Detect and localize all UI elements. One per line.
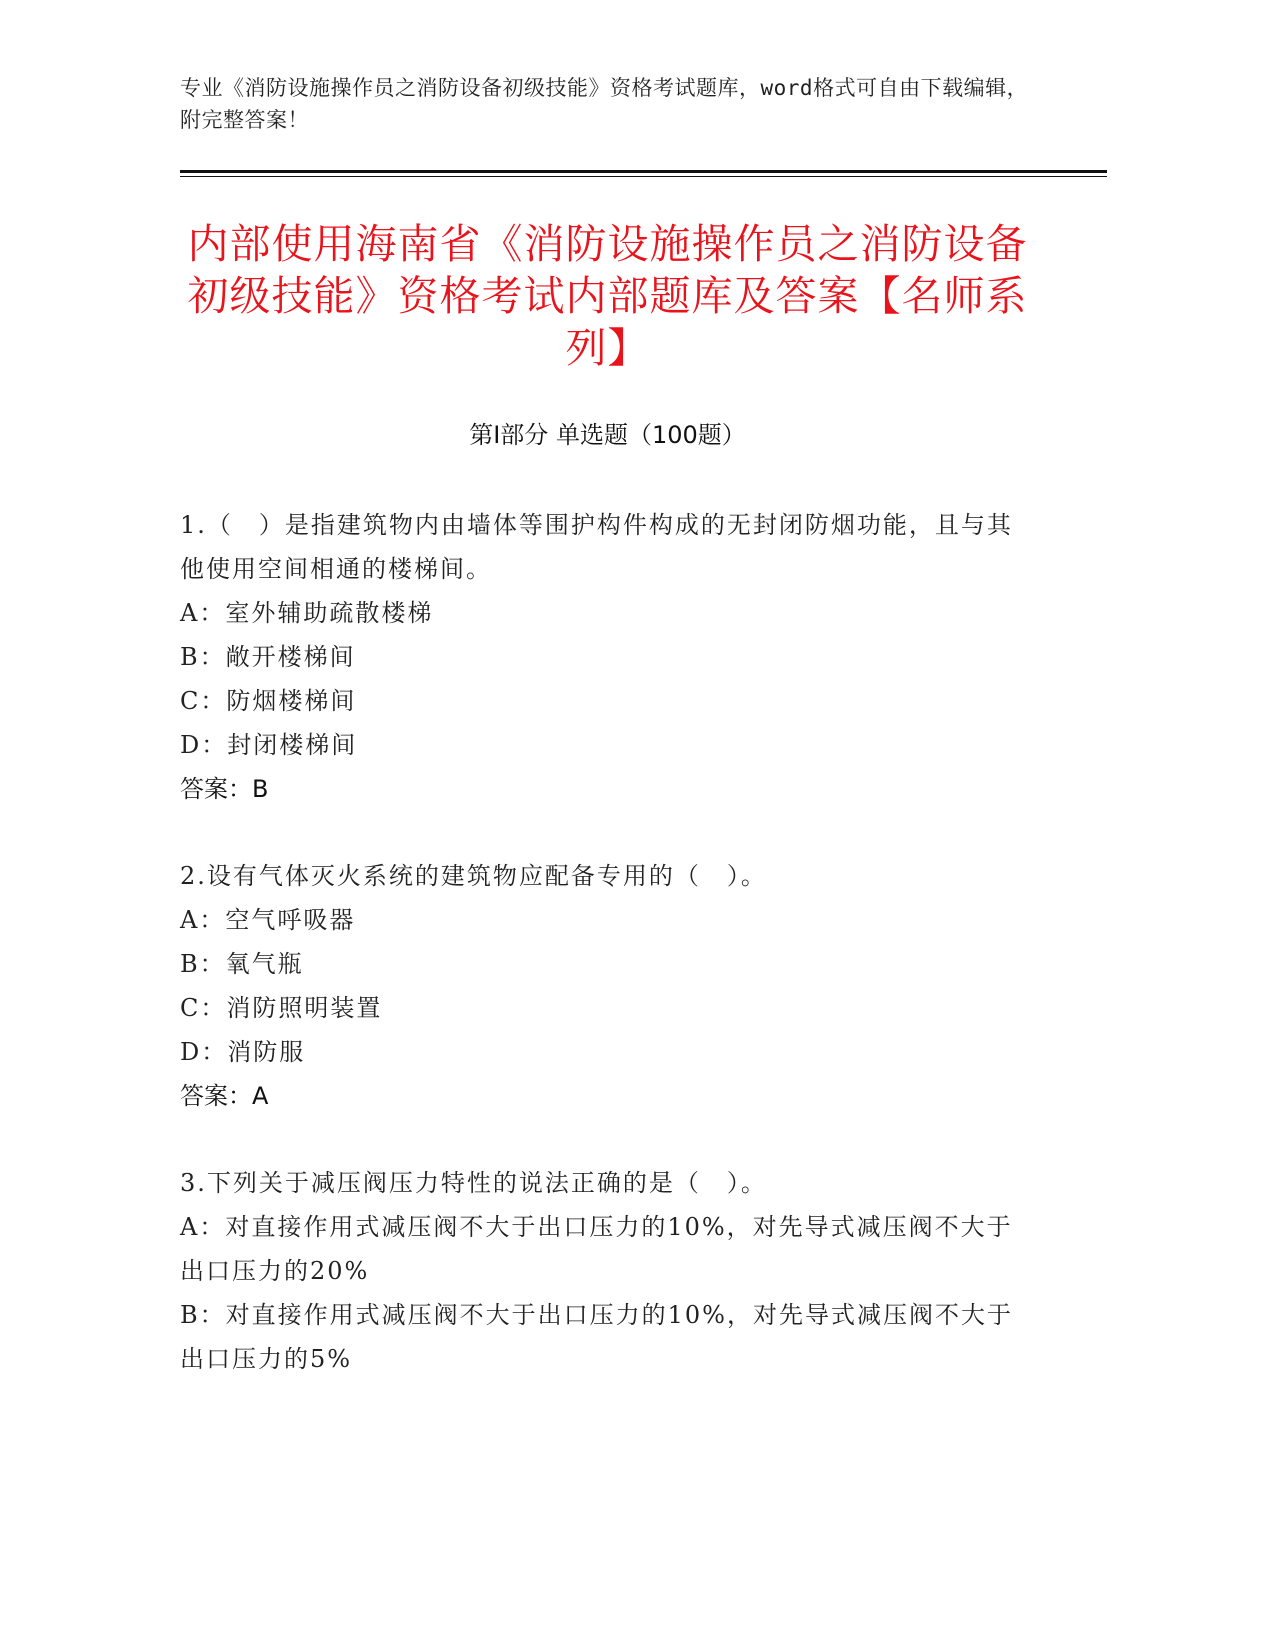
option-c: C：防烟楼梯间	[180, 687, 357, 715]
answer-label: 答案：B	[180, 775, 269, 803]
option-a: A：室外辅助疏散楼梯	[180, 599, 434, 627]
document-title: 内部使用海南省《消防设施操作员之消防设备初级技能》资格考试内部题库及答案【名师系列】	[187, 220, 1028, 372]
option-a: A：对直接作用式减压阀不大于出口压力的10%，对先导式减压阀不大于出口压力的20%	[180, 1213, 1013, 1285]
question-stem: 2.设有气体灭火系统的建筑物应配备专用的（ ）。	[180, 862, 767, 890]
option-b: B：氧气瓶	[180, 950, 304, 978]
header-note: 专业《消防设施操作员之消防设备初级技能》资格考试题库，word格式可自由下载编辑，附完整答案！	[180, 76, 1029, 132]
section-title: 第Ⅰ部分 单选题（100题）	[469, 421, 746, 449]
option-d: D：封闭楼梯间	[180, 731, 358, 759]
answer-label: 答案：A	[180, 1082, 269, 1110]
question-stem: 1.（ ）是指建筑物内由墙体等围护构件构成的无封闭防烟功能，且与其他使用空间相通的楼梯间。	[180, 511, 1013, 583]
header-divider	[180, 170, 1107, 173]
question-3	[180, 1161, 1025, 1381]
question-stem: 3.下列关于减压阀压力特性的说法正确的是（ ）。	[180, 1169, 767, 1197]
question-list	[180, 503, 1025, 1424]
option-d: D：消防服	[180, 1038, 306, 1066]
option-a: A：空气呼吸器	[180, 906, 356, 934]
option-c: C：消防照明装置	[180, 994, 383, 1022]
header-divider-thin	[180, 176, 1107, 177]
option-b: B：敞开楼梯间	[180, 643, 356, 671]
option-b: B：对直接作用式减压阀不大于出口压力的10%，对先导式减压阀不大于出口压力的5%	[180, 1301, 1013, 1373]
question-1	[180, 503, 1025, 811]
question-2	[180, 854, 1025, 1118]
